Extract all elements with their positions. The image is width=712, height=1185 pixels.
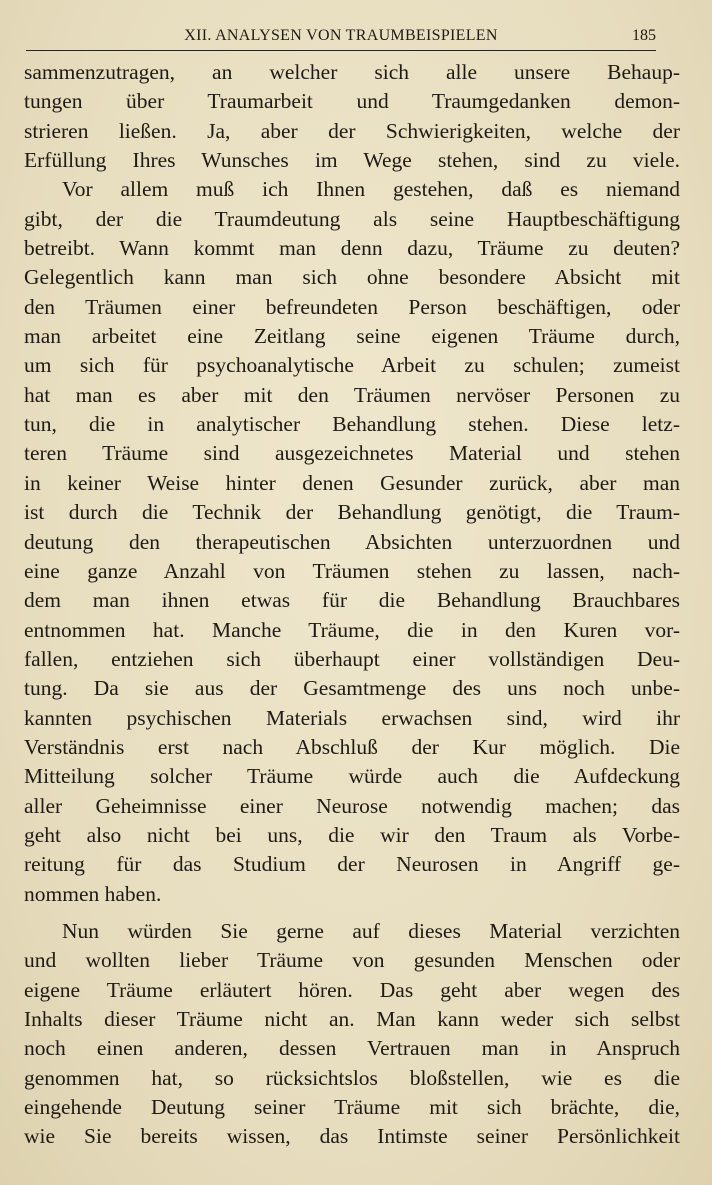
text-line: Inhalts dieser Träume nicht an. Man kann weder sich selbst: [24, 1007, 680, 1031]
text-line: dem man ihnen etwas für die Behandlung Brauchbares: [24, 588, 680, 613]
text-line: ist durch die Technik der Behandlung genötigt, die Traum-: [24, 500, 680, 525]
text-line: eigene Träume erläutert hören. Das geht aber wegen des: [24, 977, 680, 1002]
text-line: tung. Da sie aus der Gesamtmenge des uns noch unbe-: [24, 676, 680, 701]
body-text: [24, 58, 680, 1152]
text-line: um sich für psychoanalytische Arbeit zu schulen; zumeist: [24, 353, 680, 378]
text-line: deutung den therapeutischen Absichten unterzuordnen und: [24, 529, 680, 554]
text-line: tungen über Traumarbeit und Traumgedanken demon-: [24, 89, 680, 114]
running-head: [26, 24, 656, 51]
text-line: Nun würden Sie gerne auf dieses Material verzichten: [62, 918, 680, 943]
text-line: noch einen anderen, dessen Vertrauen man in Anspruch: [24, 1036, 680, 1061]
text-line: hat man es aber mit den Träumen nervöser Personen zu: [24, 382, 680, 407]
text-line: entnommen hat. Manche Träume, die in den Kuren vor-: [24, 617, 680, 642]
text-line: und wollten lieber Träume von gesunden Menschen oder: [24, 948, 680, 973]
text-line: wie Sie bereits wissen, das Intimste seiner Persönlichkeit: [24, 1124, 680, 1149]
text-line: eine ganze Anzahl von Träumen stehen zu lassen, nach-: [24, 558, 680, 583]
text-line: Mitteilung solcher Träume würde auch die Aufdeckung: [24, 764, 680, 789]
text-line: betreibt. Wann kommt man denn dazu, Träume zu deuten?: [24, 236, 680, 261]
text-line: in keiner Weise hinter denen Gesunder zurück, aber man: [24, 470, 680, 495]
chapter-title: XII. ANALYSEN VON TRAUMBEISPIELEN: [184, 27, 498, 44]
text-line: geht also nicht bei uns, die wir den Traum als Vorbe-: [24, 822, 680, 847]
text-line: reitung für das Studium der Neurosen in Angriff ge-: [24, 852, 680, 877]
text-line: Gelegentlich kann man sich ohne besondere Absicht mit: [24, 265, 680, 290]
text-line: strieren ließen. Ja, aber der Schwierigkeiten, welche der: [24, 118, 680, 143]
text-line: gibt, der die Traumdeutung als seine Hauptbeschäftigung: [24, 206, 680, 231]
text-line: teren Träume sind ausgezeichnetes Material und stehen: [24, 441, 680, 466]
text-line: den Träumen einer befreundeten Person beschäftigen, oder: [24, 294, 680, 319]
text-line: Vor allem muß ich Ihnen gestehen, daß es niemand: [62, 177, 680, 202]
page-number: 185: [632, 27, 656, 44]
paragraph-gap: [24, 909, 680, 917]
text-line: sammenzutragen, an welcher sich alle unsere Behaup-: [24, 60, 680, 84]
text-line: fallen, entziehen sich überhaupt einer vollständigen Deu-: [24, 646, 680, 671]
text-line: Erfüllung Ihres Wunsches im Wege stehen, sind zu viele.: [24, 148, 680, 173]
text-line: kannten psychischen Materials erwachsen sind, wird ihr: [24, 705, 680, 730]
text-line: tun, die in analytischer Behandlung stehen. Diese letz-: [24, 412, 680, 437]
text-line: eingehende Deutung seiner Träume mit sich brächte, die,: [24, 1095, 680, 1120]
text-line: man arbeitet eine Zeitlang seine eigenen Träume durch,: [24, 324, 680, 349]
text-line: aller Geheimnisse einer Neurose notwendig machen; das: [24, 793, 680, 818]
text-line: Verständnis erst nach Abschluß der Kur möglich. Die: [24, 734, 680, 759]
text-line: genommen hat, so rücksichtslos bloßstellen, wie es die: [24, 1065, 680, 1090]
text-line: nommen haben.: [24, 881, 162, 906]
